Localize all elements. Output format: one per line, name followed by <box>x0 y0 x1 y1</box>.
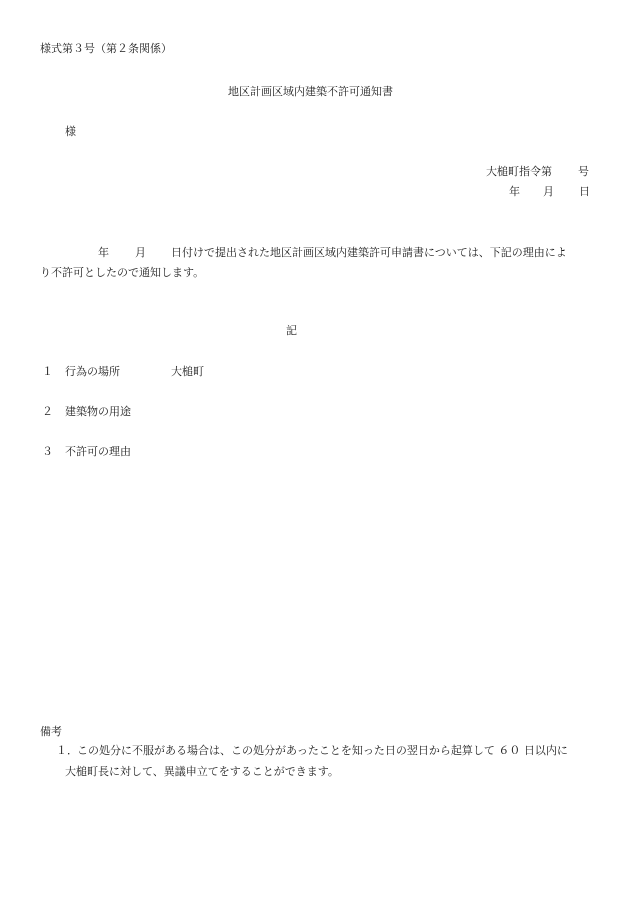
reference-number-prefix: 大槌町指令第 <box>486 165 552 178</box>
body-month-label: 月 <box>135 246 146 259</box>
item-2-number: ２ <box>42 405 53 418</box>
date-year-label: 年 <box>509 185 520 198</box>
ki-heading: 記 <box>286 324 297 337</box>
item-2-label: 建築物の用途 <box>65 405 131 418</box>
date-day-label: 日 <box>579 185 590 198</box>
remarks-item-number: １． <box>56 744 78 757</box>
remarks-heading: 備考 <box>40 725 62 738</box>
document-title: 地区計画区域内建築不許可通知書 <box>228 85 393 98</box>
item-1-number: １ <box>42 365 53 378</box>
form-number: 様式第３号（第２条関係） <box>40 42 172 55</box>
item-1-value: 大槌町 <box>171 365 204 378</box>
item-3-number: ３ <box>42 445 53 458</box>
remarks-text-line-2: 大槌町長に対して、異議申立てをすることができます。 <box>65 765 339 778</box>
date-month-label: 月 <box>543 185 554 198</box>
remarks-text-line-1: この処分に不服がある場合は、この処分があったことを知った日の翌日から起算して ６０ 日以内に <box>77 744 568 757</box>
body-text-line-2: り不許可としたので通知します。 <box>40 266 205 279</box>
item-1-label: 行為の場所 <box>65 365 120 378</box>
body-text-line-1: 日付けで提出された地区計画区域内建築許可申請書については、下記の理由によ <box>171 246 567 259</box>
item-3-label: 不許可の理由 <box>65 445 131 458</box>
reference-number-suffix: 号 <box>578 165 589 178</box>
body-year-label: 年 <box>98 246 109 259</box>
addressee-suffix: 様 <box>65 125 76 138</box>
